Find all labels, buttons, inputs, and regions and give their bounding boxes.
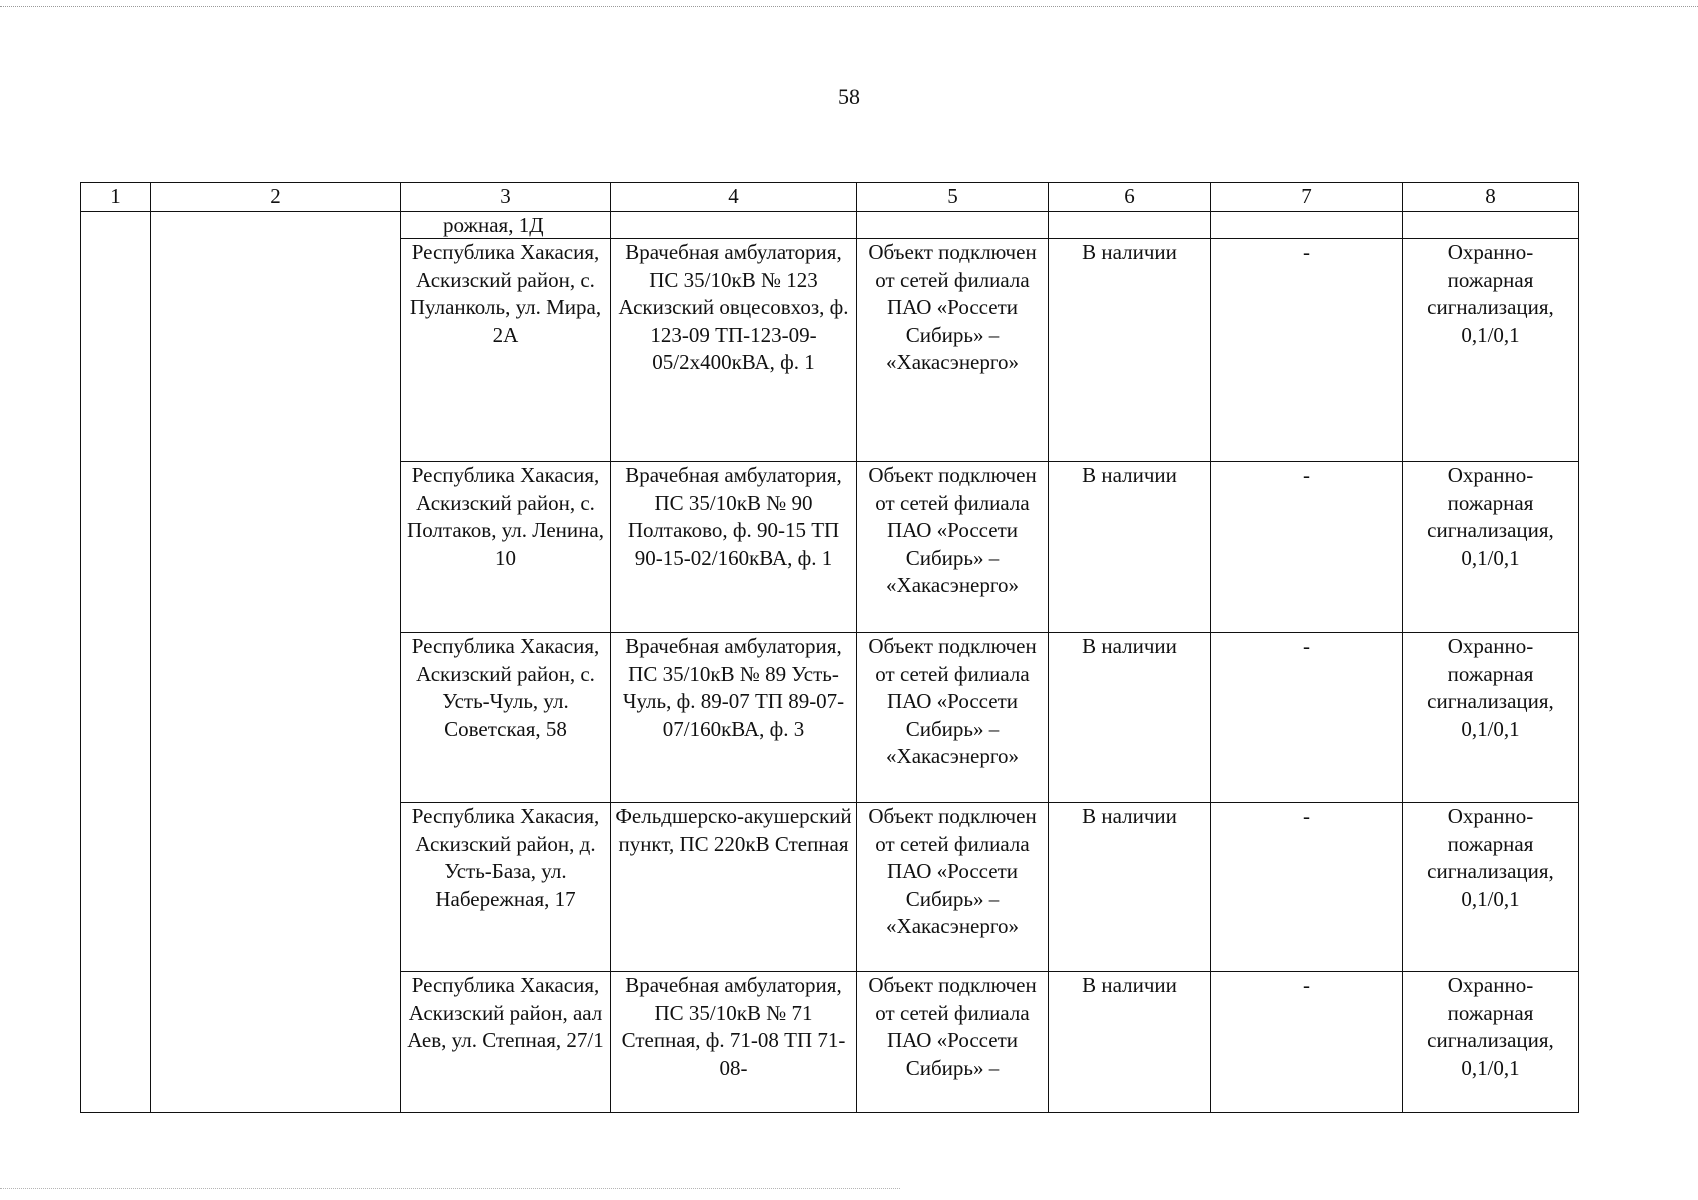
column-header-1: 1 [81, 183, 151, 212]
facility-col7: - [1211, 239, 1403, 462]
facility-connection: Объект подключен от сетей филиала ПАО «Россети Сибирь» – «Хакасэнерго» [857, 633, 1049, 803]
facility-address: Республика Хакасия, Аскизский район, с. Пуланколь, ул. Мира, 2А [401, 239, 611, 462]
facility-col7: - [1211, 972, 1403, 1113]
facility-col7: - [1211, 462, 1403, 633]
facility-address: Республика Хакасия, Аскизский район, с. Усть-Чуль, ул. Советская, 58 [401, 633, 611, 803]
facility-col7: - [1211, 803, 1403, 972]
facility-address: Республика Хакасия, Аскизский район, аал Аев, ул. Степная, 27/1 [401, 972, 611, 1113]
continuation-empty-6 [1049, 212, 1211, 239]
column-header-6: 6 [1049, 183, 1211, 212]
continuation-empty-4 [611, 212, 857, 239]
column-header-8: 8 [1403, 183, 1579, 212]
facility-object: Врачебная амбулатория, ПС 35/10кВ № 89 Усть-Чуль, ф. 89-07 ТП 89-07-07/160кВА, ф. 3 [611, 633, 857, 803]
scan-artifact-bottom [0, 1188, 900, 1189]
facility-availability: В наличии [1049, 803, 1211, 972]
continuation-empty-7 [1211, 212, 1403, 239]
facility-object: Врачебная амбулатория, ПС 35/10кВ № 90 Полтаково, ф. 90-15 ТП 90-15-02/160кВА, ф. 1 [611, 462, 857, 633]
facilities-table [80, 182, 1579, 1113]
facility-availability: В наличии [1049, 972, 1211, 1113]
facility-security: Охранно-пожарная сигнализация, 0,1/0,1 [1403, 633, 1579, 803]
facility-address: Республика Хакасия, Аскизский район, с. Полтаков, ул. Ленина, 10 [401, 462, 611, 633]
continuation-empty-8 [1403, 212, 1579, 239]
facility-address: Республика Хакасия, Аскизский район, д. Усть-База, ул. Набережная, 17 [401, 803, 611, 972]
facility-availability: В наличии [1049, 462, 1211, 633]
column-header-5: 5 [857, 183, 1049, 212]
column-header-3: 3 [401, 183, 611, 212]
continuation-empty-5 [857, 212, 1049, 239]
column-header-4: 4 [611, 183, 857, 212]
continuation-address: рожная, 1Д [401, 212, 611, 239]
page-number: 58 [838, 84, 860, 109]
facility-object: Врачебная амбулатория, ПС 35/10кВ № 71 Степная, ф. 71-08 ТП 71-08- [611, 972, 857, 1113]
facility-object: Врачебная амбулатория, ПС 35/10кВ № 123 Аскизский овцесовхоз, ф. 123-09 ТП-123-09-05/2х400кВА, ф. 1 [611, 239, 857, 462]
cell-number [81, 212, 151, 1113]
facility-security: Охранно-пожарная сигнализация, 0,1/0,1 [1403, 972, 1579, 1113]
facility-security: Охранно-пожарная сигнализация, 0,1/0,1 [1403, 239, 1579, 462]
facility-object: Фельдшерско-акушерский пункт, ПС 220кВ Степная [611, 803, 857, 972]
continuation-row [81, 212, 1579, 239]
facility-connection: Объект подключен от сетей филиала ПАО «Россети Сибирь» – «Хакасэнерго» [857, 462, 1049, 633]
facility-col7: - [1211, 633, 1403, 803]
facility-connection: Объект подключен от сетей филиала ПАО «Россети Сибирь» – «Хакасэнерго» [857, 239, 1049, 462]
cell-name [151, 212, 401, 1113]
facility-connection: Объект подключен от сетей филиала ПАО «Россети Сибирь» – «Хакасэнерго» [857, 803, 1049, 972]
facility-availability: В наличии [1049, 239, 1211, 462]
column-header-2: 2 [151, 183, 401, 212]
header-row [81, 183, 1579, 212]
facility-connection: Объект подключен от сетей филиала ПАО «Россети Сибирь» – [857, 972, 1049, 1113]
column-header-7: 7 [1211, 183, 1403, 212]
scan-artifact-top [0, 6, 1698, 7]
facility-security: Охранно-пожарная сигнализация, 0,1/0,1 [1403, 462, 1579, 633]
facility-availability: В наличии [1049, 633, 1211, 803]
facility-security: Охранно-пожарная сигнализация, 0,1/0,1 [1403, 803, 1579, 972]
